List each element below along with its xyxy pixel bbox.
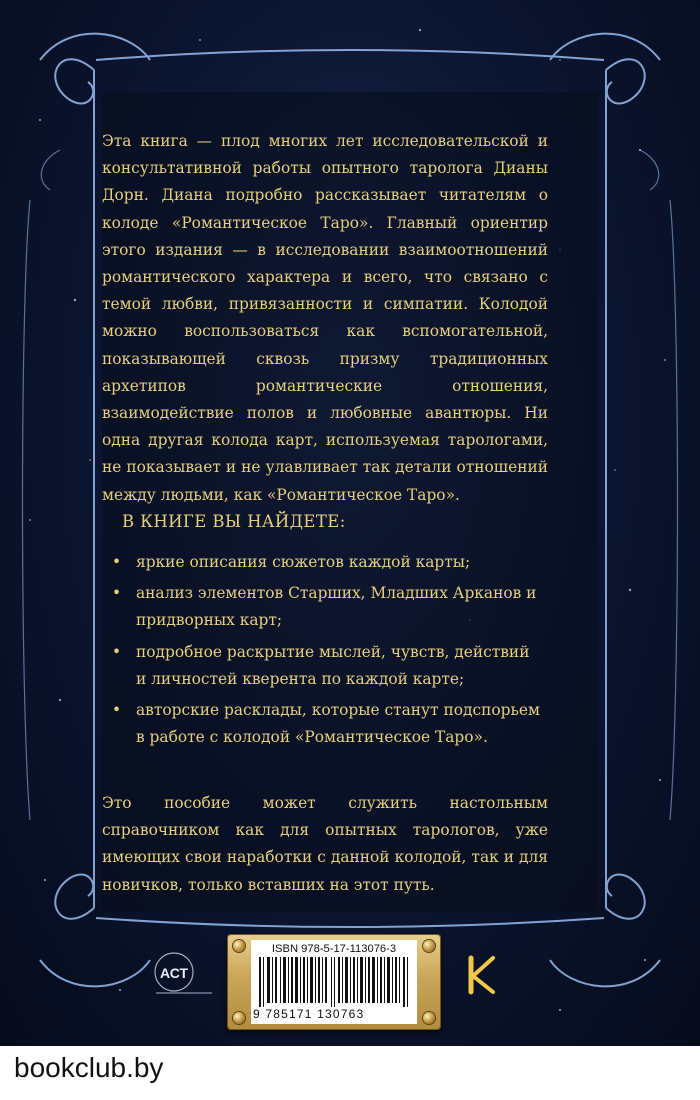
list-item (102, 580, 542, 634)
isbn-text: ISBN 978-5-17-113076-3 (271, 943, 397, 955)
bullet-icon: • (112, 701, 122, 720)
list-heading: В КНИГЕ ВЫ НАЙДЕТЕ: (122, 512, 346, 531)
barcode-label (251, 940, 417, 1024)
barcode-plate (227, 934, 441, 1030)
barcode-icon (259, 957, 409, 1007)
rivet-icon (423, 1012, 435, 1024)
list-item (102, 549, 542, 576)
imprint-logo-k-icon (465, 954, 499, 996)
list-item (102, 697, 542, 751)
barcode-digits: 9 785171 130763 (253, 1007, 365, 1021)
list-item-text: авторские расклады, которые станут подспорьем в работе с колодой «Романтическое Таро». (136, 701, 540, 747)
bullet-icon: • (112, 642, 122, 661)
list-item-text: яркие описания сюжетов каждой карты; (136, 553, 471, 571)
rivet-icon (423, 940, 435, 952)
bullet-icon: • (112, 553, 122, 571)
rivet-icon (233, 1012, 245, 1024)
outro-paragraph: Это пособие может служить настольным справочником как для опытных тарологов, уже имеющих свои наработки с данной колодой, так и для новичков, только вставших на этот путь. (102, 794, 548, 894)
bullet-icon: • (112, 584, 122, 603)
rivet-icon (233, 940, 245, 952)
site-watermark: bookclub.by (14, 1052, 164, 1083)
publisher-logo-ast (152, 952, 214, 998)
list-item-text: анализ элементов Старших, Младших Арканов и придворных карт; (136, 584, 537, 630)
publisher-logo-text: АСТ (159, 965, 189, 981)
list-item (102, 639, 542, 693)
list-item-text: подробное раскрытие мыслей, чувств, действий и личностей кверента по каждой карте; (136, 642, 530, 688)
intro-paragraph: Эта книга — плод многих лет исследовательской и консультативной работы опытного таролога Дианы Дорн. Диана подробно рассказывает читателям о колоде «Романтическое Таро». Главный ориентир этого издания — в исследовании взаимоотношений романтического характера и всего, что связано с темой любви, привязанности и симпатии. Колодой можно воспользоваться как вспомогательной, показывающей сквозь призму традиционных архетипов романтические отношения, взаимодействие полов и любовные авантюры. Ни одна другая колода карт, используемая тарологами, не показывает и не улавливает так детали отношений между людьми, как «Романтическое Таро». (102, 132, 548, 504)
feature-list (102, 549, 542, 755)
